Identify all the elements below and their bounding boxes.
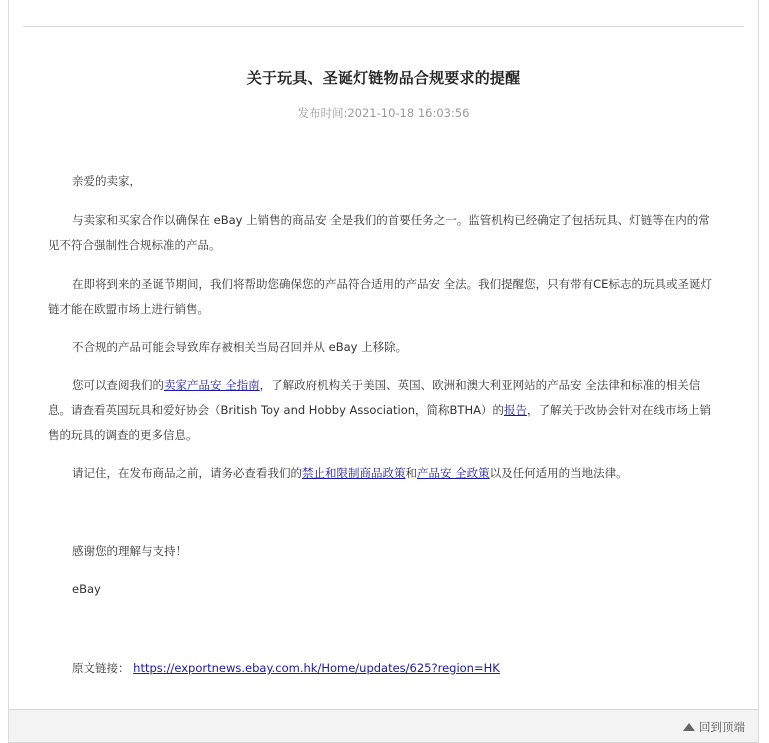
bottom-toolbar <box>9 709 758 743</box>
paragraph-4 <box>48 373 720 448</box>
triangle-up-icon <box>683 723 695 731</box>
publish-meta <box>9 105 758 121</box>
article-container <box>8 0 759 743</box>
article-title: 关于玩具、圣诞灯链物品合规要求的提醒 <box>246 69 521 87</box>
publish-time: 2021-10-18 16:03:56 <box>347 106 470 120</box>
source-line <box>48 656 720 681</box>
paragraph-4-text-b: ，了解政府机构关于美国、英国、欧洲和澳大利亚网站的产品安 全法律和标准的相关信息。请查看英国玩具和爱好协会（British Toy and Hobby Association，简称BTHA）的 <box>48 378 701 417</box>
paragraph-1: 与卖家和买家合作以确保在 eBay 上销售的商品安 全是我们的首要任务之一。监管机构已经确定了包括玩具、灯链等在内的常见不符合强制性合规标准的产品。 <box>48 213 710 252</box>
paragraph-4-text-a: 您可以查阅我们的 <box>72 378 164 392</box>
paragraph-2: 在即将到来的圣诞节期间，我们将帮助您确保您的产品符合适用的产品安 全法。我们提醒您，只有带有CE标志的玩具或圣诞灯链才能在欧盟市场上进行销售。 <box>48 277 712 316</box>
btha-report-link[interactable]: 报告 <box>503 403 527 417</box>
paragraph-3: 不合规的产品可能会导致库存被相关当局召回并从 eBay 上移除。 <box>72 340 408 354</box>
publish-label: 发布时间: <box>297 106 348 120</box>
paragraph-4-text-c: ，了解关于改协会针对在线市场上销售的玩具的调查的更多信息。 <box>48 403 711 442</box>
product-safety-policy-link[interactable]: 产品安 全政策 <box>417 466 490 480</box>
paragraph-5-text-b: 和 <box>405 466 417 480</box>
source-label: 原文链接： <box>72 661 130 675</box>
thanks-line: 感谢您的理解与支持！ <box>72 544 187 558</box>
paragraph-5-text-c: 以及任何适用的当地法律。 <box>489 466 628 480</box>
source-url-link[interactable]: https://exportnews.ebay.com.hk/Home/updates/625?region=HK <box>133 661 500 675</box>
paragraph-5-text-a: 请记住，在发布商品之前，请务必查看我们的 <box>72 466 302 480</box>
back-to-top-label: 回到顶端 <box>699 720 745 734</box>
signature: eBay <box>72 582 101 596</box>
paragraph-5 <box>48 461 720 486</box>
seller-safety-guide-link[interactable]: 卖家产品安 全指南 <box>164 378 260 392</box>
prohibited-items-policy-link[interactable]: 禁止和限制商品政策 <box>302 466 406 480</box>
back-to-top-button[interactable] <box>683 719 745 735</box>
greeting: 亲爱的卖家， <box>72 174 141 188</box>
top-divider <box>23 26 744 27</box>
